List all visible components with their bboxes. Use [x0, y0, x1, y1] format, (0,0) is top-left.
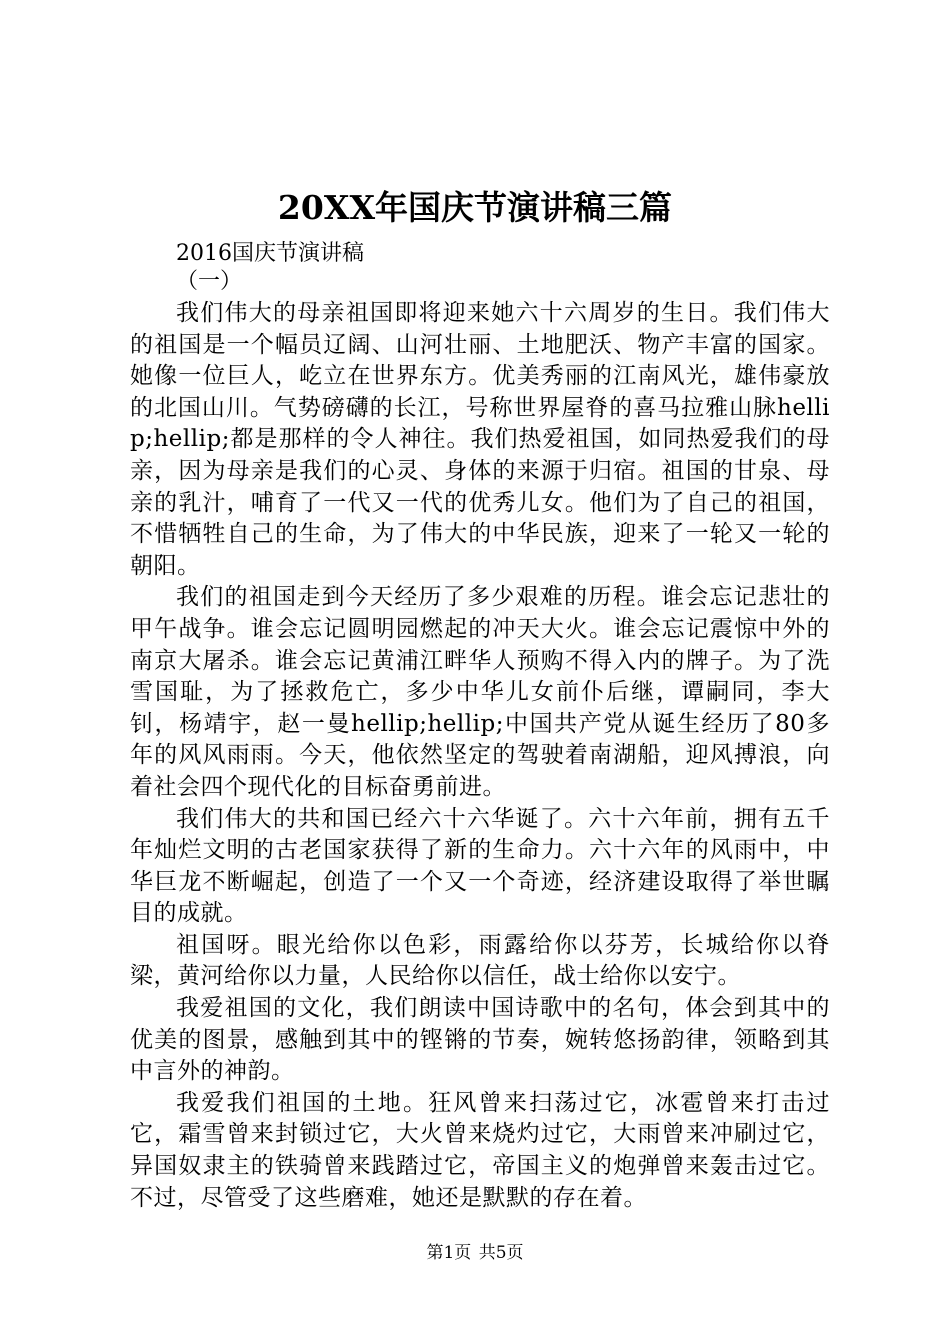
- document-body: [130, 298, 830, 1214]
- document-title: 20XX年国庆节演讲稿三篇: [277, 188, 673, 227]
- section-label: （一）: [176, 269, 243, 294]
- paragraph-2: 我们的祖国走到今天经历了多少艰难的历程。谁会忘记悲壮的甲午战争。谁会忘记圆明园燃起的冲天大火。谁会忘记震惊中外的南京大屠杀。谁会忘记黄浦江畔华人预购不得入内的牌子。为了洗雪国耻，为了拯救危亡，多少中华儿女前仆后继，谭嗣同，李大钊，杨靖宇，赵一曼hellip;hellip;中国共产党从诞生经历了80多年的风风雨雨。今天，他依然坚定的驾驶着南湖船，迎风搏浪，向着社会四个现代化的目标奋勇前进。: [130, 584, 830, 800]
- paragraph-5: 我爱祖国的文化，我们朗读中国诗歌中的名句，体会到其中的优美的图景，感触到其中的铿锵的节奏，婉转悠扬韵律，领略到其中言外的神韵。: [130, 995, 830, 1085]
- paragraph-4: 祖国呀。眼光给你以色彩，雨露给你以芬芳，长城给你以脊梁，黄河给你以力量，人民给你以信任，战士给你以安宁。: [130, 931, 830, 990]
- document-subtitle: 2016国庆节演讲稿: [176, 241, 364, 266]
- page-number: 第1页: [426, 1243, 472, 1263]
- paragraph-6: 我爱我们祖国的土地。狂风曾来扫荡过它，冰雹曾来打击过它，霜雪曾来封锁过它，大火曾来烧灼过它，大雨曾来冲刷过它，异国奴隶主的铁骑曾来践踏过它，帝国主义的炮弹曾来轰击过它。不过，尽管受了这些磨难，她还是默默的存在着。: [130, 1089, 830, 1211]
- paragraph-3: 我们伟大的共和国已经六十六华诞了。六十六年前，拥有五千年灿烂文明的古老国家获得了新的生命力。六十六年的风雨中，中华巨龙不断崛起，创造了一个又一个奇迹，经济建设取得了举世瞩目的成就。: [130, 805, 830, 927]
- paragraph-1: 我们伟大的母亲祖国即将迎来她六十六周岁的生日。我们伟大的祖国是一个幅员辽阔、山河壮丽、土地肥沃、物产丰富的国家。她像一位巨人，屹立在世界东方。优美秀丽的江南风光，雄伟豪放的北国山川。气势磅礴的长江，号称世界屋脊的喜马拉雅山脉hellip;hellip;都是那样的令人神往。我们热爱祖国，如同热爱我们的母亲，因为母亲是我们的心灵、身体的来源于归宿。祖国的甘泉、母亲的乳汁，哺育了一代又一代的优秀儿女。他们为了自己的祖国，不惜牺牲自己的生命，为了伟大的中华民族，迎来了一轮又一轮的朝阳。: [130, 300, 830, 579]
- page-footer: [0, 1241, 950, 1265]
- page-total: 共5页: [478, 1243, 524, 1263]
